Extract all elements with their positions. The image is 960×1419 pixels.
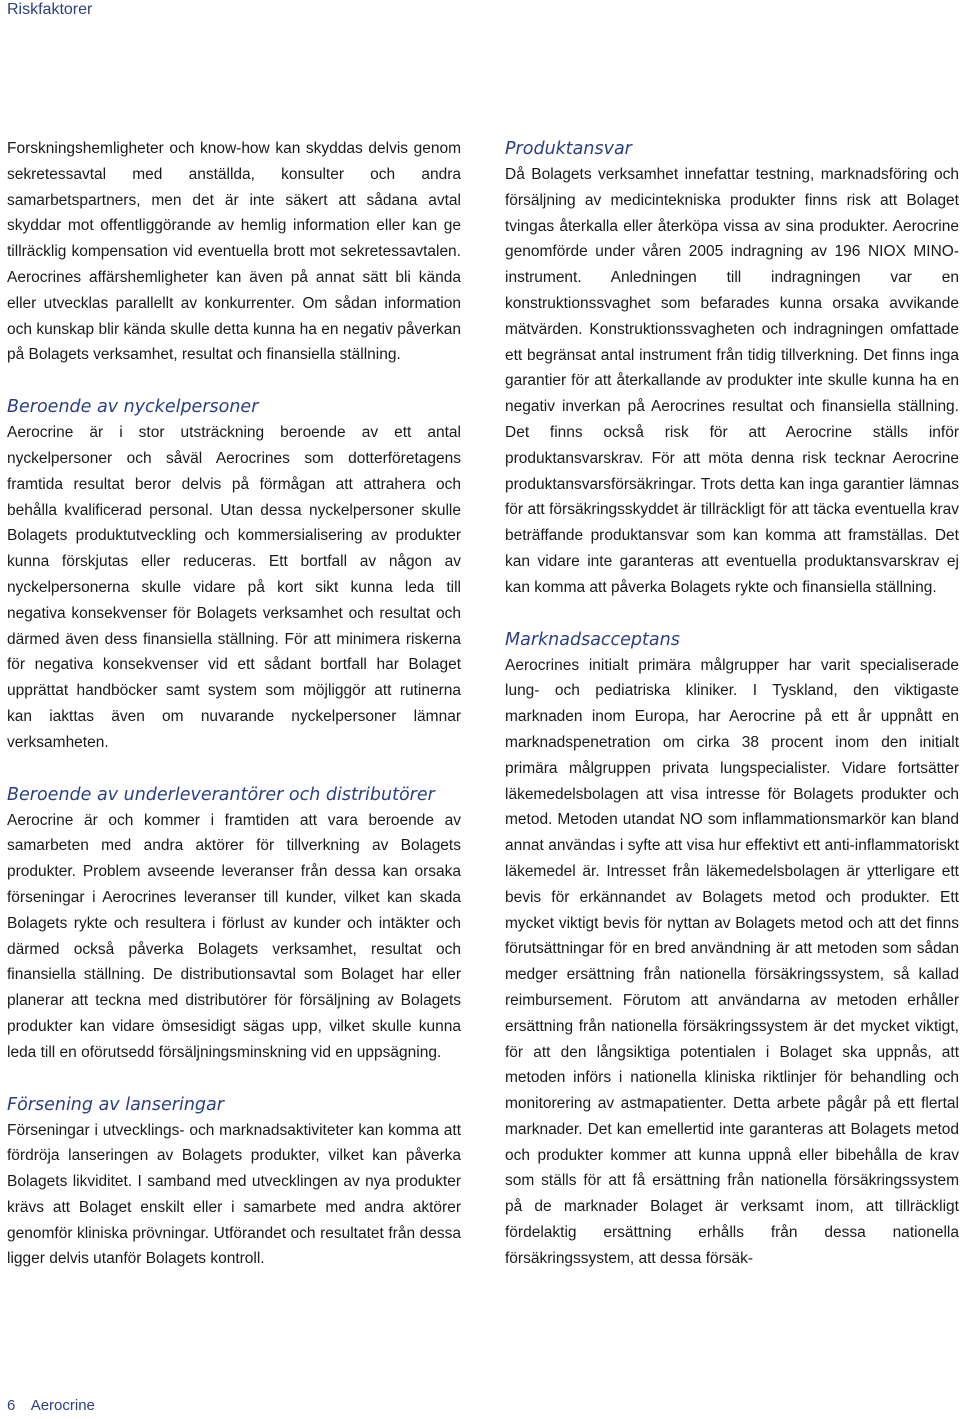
footer-company: Aerocrine: [30, 1397, 95, 1414]
section-title: Riskfaktorer: [7, 1, 93, 18]
paragraph-produktansvar: Då Bolagets verksamhet innefattar testning, marknadsföring och försäljning av medicintekniska produkter finns risk att Bolaget tvingas återkalla eller återköpa vissa av sina produkter. Aerocrine genomförde under våren 2005 indragning av 196 NIOX MINO-instrument. Anledningen till indragningen var en konstruktionssvaghet som befarades kunna orsaka avvikande mätvärden. Konstruktionssvagheten och indragningen omfattade ett begränsat antal instrument från tidig tillverkning. Det finns inga garantier för att återkallande av produkter inte skulle kunna ha en negativ inverkan på Aerocrines resultat och finansiella ställning. Det finns också risk för att Aerocrine ställs inför produktansvarskrav. För att möta denna risk tecknar Aerocrine produktansvarsförsäkringar. Trots detta kan inga garantier lämnas för att försäkringsskyddet är tillräckligt för att täcka eventuella krav beträffande produktansvar som kan komma att framställas. Det kan vidare inte garanteras att eventuella produktansvarskrav ej kan komma att påverka Bolagets rykte och finansiella ställning.: [505, 166, 959, 596]
paragraph-forsening: Förseningar i utvecklings- och marknadsaktiviteter kan komma att fördröja lanseringen av Bolagets produkter, vilket kan påverka Bolagets likviditet. I samband med utvecklingen av nya produkter krävs att Bolaget enskilt eller i samarbete med andra aktörer genomför kliniska prövningar. Utförandet och resultatet från dessa ligger delvis utanför Bolagets kontroll.: [7, 1121, 461, 1268]
left-column: [7, 136, 461, 1272]
heading-forsening: Försening av lanseringar: [7, 1094, 224, 1115]
page-footer: [7, 1396, 95, 1416]
heading-nyckelpersoner: Beroende av nyckelpersoner: [7, 397, 259, 418]
heading-marknadsacceptans: Marknadsacceptans: [505, 629, 680, 650]
paragraph-marknadsacceptans: Aerocrines initialt primära målgrupper har varit specialiserade lung- och pediatriska kliniker. I Tyskland, den viktigaste marknaden inom Europa, har Aerocrine på ett år uppnått en marknadspenetration om cirka 38 procent inom den initialt primära målgruppen privata lungspecialister. Vidare fortsätter läkemedelsbolagen att visa intresse för Bolagets produkter och metod. Metoden utandat NO som inflammationsmarkör kan bland annat användas i syfte att visa hur effektivt ett anti-inflammatoriskt läkemedel är. Intresset från läkemedelsbolagen är ytterligare ett bevis för erkännandet av Bolagets metod och produkter. Ett mycket viktigt bevis för nyttan av Bolagets metod och att det finns förutsättningar för en bred användning är att metoden som sådan medger ersättning från nationella försäkringssystem, så kallad reimbursement. Förutom att användarna av metoden erhåller ersättning från nationella försäkringssystem är det mycket viktigt, för att den långsiktiga potentialen i Bolaget ska uppnås, att metoden införs i nationella kliniska riktlinjer för behandling och monitorering av astmapatienter. Detta arbete pågår på ett flertal marknader. Det kan emellertid inte garanteras att Bolagets metod och produkter kommer att kunna uppnå eller bibehålla de krav som ställs för att få ersättning från nationella försäkringssystem på de marknader Bolaget är verksamt inom, att tillräckligt fördelaktig ersättning erhålls från dessa nationella försäkringssystem, att dessa försäk-: [505, 656, 959, 1267]
paragraph-nyckelpersoner: Aerocrine är i stor utsträckning beroende av ett antal nyckelpersoner och såväl Aerocrines som dotterföretagens framtida resultat beror delvis på förmågan att attrahera och behålla kvalificerad personal. Utan dessa nyckelpersoner skulle Bolagets produktutveckling och kommersialisering av produkter kunna förskjutas eller reduceras. Ett bortfall av någon av nyckelpersonerna skulle vidare på kort sikt kunna leda till negativa konsekvenser för Bolagets verksamhet och resultat och därmed även dess finansiella ställning. För att minimera riskerna för negativa konsekvenser vid ett sådant bortfall har Bolaget upprättat handböcker samt system som möjliggör att rutinerna kan iakttas även om nuvarande nyckelpersoner lämnar verksamheten.: [7, 424, 461, 751]
intro-paragraph: Forskningshemligheter och know-how kan skyddas delvis genom sekretessavtal med anställda, konsulter och andra samarbetspartners, men det är inte säkert att sådana avtal skyddar mot offentliggörande av hemlig information eller kan ge tillräcklig kompensation vid eventuella brott mot sekretessavtalen. Aerocrines affärshemligheter kan även på annat sätt bli kända eller utvecklas parallellt av konkurrenter. Om sådan information och kunskap blir kända skulle detta kunna ha en negativ påverkan på Bolagets verksamhet, resultat och finansiella ställning.: [7, 140, 461, 364]
heading-produktansvar: Produktansvar: [505, 139, 632, 159]
page-number: 6: [7, 1397, 16, 1414]
heading-underleverantorer: Beroende av underleverantörer och distributörer: [7, 784, 435, 805]
paragraph-underleverantorer: Aerocrine är och kommer i framtiden att vara beroende av samarbeten med andra aktörer för tillverkning av Bolagets produkter. Problem avseende leveranser från dessa kan orsaka förseningar i Aerocrines leveranser till kunder, vilket kan skada Bolagets rykte och resultera i förlust av kunder och intäkter och därmed också påverka Bolagets verksamhet, resultat och finansiella ställning. De distributionsavtal som Bolaget har eller planerar att teckna med distributörer för försäljning av Bolagets produkter kan vidare ömsesidigt sägas upp, vilket skulle kunna leda till en oförutsedd försäljningsminskning vid en uppsägning.: [7, 811, 461, 1061]
right-column: [505, 136, 959, 1272]
